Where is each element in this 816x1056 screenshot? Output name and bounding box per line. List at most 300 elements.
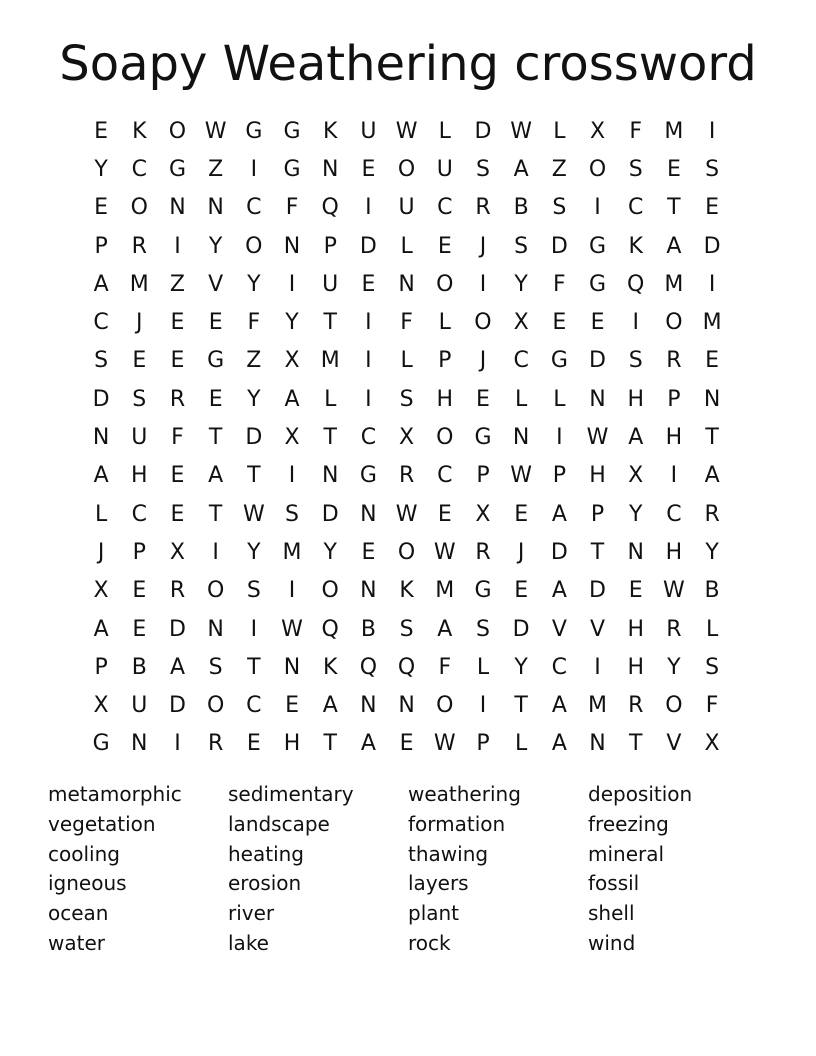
grid-letter: L bbox=[438, 118, 451, 144]
grid-letter: E bbox=[399, 731, 414, 757]
grid-letter: I bbox=[174, 233, 181, 259]
grid-letter: Y bbox=[667, 654, 681, 680]
grid-letter: M bbox=[320, 348, 340, 374]
grid-letter: M bbox=[702, 310, 722, 336]
grid-letter: Y bbox=[247, 386, 261, 412]
grid-letter: M bbox=[588, 693, 608, 719]
grid-letter: F bbox=[629, 118, 643, 144]
word-list-item: shell bbox=[588, 901, 635, 926]
grid-letter: S bbox=[399, 386, 414, 412]
grid-letter: E bbox=[361, 539, 376, 565]
grid-letter: O bbox=[130, 195, 148, 221]
word-list-item: wind bbox=[588, 930, 636, 955]
grid-letter: N bbox=[589, 386, 606, 412]
word-list-item: ocean bbox=[48, 901, 109, 926]
grid-letter: Y bbox=[247, 271, 261, 297]
word-list-item: heating bbox=[228, 841, 305, 866]
grid-letter: W bbox=[395, 501, 418, 527]
grid-letter: A bbox=[169, 654, 185, 680]
grid-letter: W bbox=[510, 463, 533, 489]
grid-letter: Y bbox=[208, 233, 223, 259]
grid-letter: Y bbox=[514, 271, 528, 297]
grid-letter: O bbox=[321, 578, 339, 604]
grid-letter: E bbox=[514, 501, 529, 527]
grid-letter: H bbox=[665, 539, 683, 565]
grid-letter: C bbox=[437, 195, 453, 221]
grid-letter: I bbox=[479, 271, 487, 297]
grid-letter: P bbox=[323, 233, 337, 259]
grid-letter: O bbox=[436, 693, 454, 719]
word-list-item: fossil bbox=[588, 871, 640, 896]
grid-letter: C bbox=[360, 425, 377, 451]
word-list-item: cooling bbox=[48, 841, 120, 866]
grid-letter: J bbox=[479, 233, 487, 259]
grid-letter: A bbox=[93, 463, 109, 489]
grid-letter: E bbox=[94, 195, 109, 221]
grid-letter: Y bbox=[285, 310, 299, 336]
grid-letter: T bbox=[628, 731, 643, 757]
grid-letter: W bbox=[663, 578, 685, 604]
grid-letter: G bbox=[550, 348, 568, 374]
grid-letter: L bbox=[476, 654, 490, 680]
grid-letter: X bbox=[628, 463, 644, 489]
grid-letter: E bbox=[208, 386, 223, 412]
word-list-item: thawing bbox=[408, 841, 489, 866]
grid-letter: A bbox=[628, 425, 644, 451]
grid-letter: F bbox=[247, 310, 261, 336]
grid-letter: A bbox=[551, 501, 567, 527]
grid-letter: I bbox=[479, 693, 487, 719]
grid-letter: S bbox=[94, 348, 109, 374]
grid-letter: E bbox=[132, 616, 147, 642]
grid-letter: J bbox=[517, 539, 525, 565]
grid-letter: E bbox=[705, 348, 720, 374]
grid-letter: P bbox=[552, 463, 566, 489]
grid-letter: S bbox=[208, 654, 223, 680]
grid-letter: P bbox=[132, 539, 146, 565]
grid-letter: D bbox=[589, 578, 606, 604]
grid-letter: F bbox=[438, 654, 452, 680]
grid-letter: Y bbox=[247, 539, 261, 565]
grid-letter: A bbox=[551, 578, 567, 604]
grid-letter: R bbox=[398, 463, 415, 489]
grid-letter: L bbox=[515, 731, 528, 757]
grid-letter: K bbox=[132, 118, 147, 144]
grid-letter: A bbox=[208, 463, 224, 489]
grid-letter: E bbox=[437, 233, 452, 259]
grid-letter: E bbox=[170, 463, 185, 489]
grid-letter: D bbox=[703, 233, 721, 259]
grid-letter: A bbox=[284, 386, 300, 412]
grid-letter: W bbox=[204, 118, 227, 144]
word-list bbox=[48, 780, 768, 959]
grid-letter: D bbox=[550, 233, 568, 259]
grid-letter: T bbox=[323, 731, 337, 757]
grid-letter: L bbox=[400, 233, 413, 259]
grid-letter: V bbox=[666, 731, 682, 757]
grid-letter: I bbox=[556, 425, 563, 451]
grid-letter: P bbox=[476, 731, 490, 757]
grid-letter: N bbox=[627, 539, 644, 565]
word-list-item: freezing bbox=[588, 811, 669, 836]
grid-letter: R bbox=[169, 386, 186, 412]
grid-letter: I bbox=[250, 156, 258, 182]
grid-letter: C bbox=[93, 310, 109, 336]
grid-letter: I bbox=[670, 463, 678, 489]
grid-letter: C bbox=[513, 348, 529, 374]
grid-letter: L bbox=[94, 501, 108, 527]
grid-letter: V bbox=[551, 616, 567, 642]
grid-letter: R bbox=[704, 501, 720, 527]
grid-letter: N bbox=[321, 463, 339, 489]
grid-letter: F bbox=[171, 425, 184, 451]
grid-letter: Y bbox=[705, 539, 719, 565]
grid-letter: I bbox=[288, 578, 296, 604]
grid-letter: X bbox=[399, 425, 415, 451]
grid-letter: R bbox=[666, 348, 682, 374]
grid-letter: K bbox=[399, 578, 414, 604]
grid-letter: E bbox=[705, 195, 720, 221]
grid-letter: X bbox=[513, 310, 529, 336]
word-list-item: formation bbox=[408, 811, 506, 836]
grid-letter: E bbox=[208, 310, 223, 336]
grid-letter: L bbox=[553, 386, 566, 412]
grid-letter: E bbox=[170, 501, 185, 527]
grid-letter: Q bbox=[321, 195, 339, 221]
grid-letter: C bbox=[666, 501, 682, 527]
word-list-item: plant bbox=[408, 901, 460, 926]
grid-letter: R bbox=[475, 539, 491, 565]
grid-letter: B bbox=[513, 195, 529, 221]
grid-letter: A bbox=[551, 731, 567, 757]
grid-letter: I bbox=[594, 654, 601, 680]
grid-letter: D bbox=[168, 693, 186, 719]
grid-letter: G bbox=[589, 271, 607, 297]
grid-letter: G bbox=[168, 156, 186, 182]
grid-letter: D bbox=[168, 616, 186, 642]
grid-letter: W bbox=[242, 501, 265, 527]
grid-letter: S bbox=[399, 616, 414, 642]
grid-letter: A bbox=[93, 616, 109, 642]
grid-letter: S bbox=[705, 654, 720, 680]
grid-letter: R bbox=[131, 233, 147, 259]
grid-letter: L bbox=[515, 386, 528, 412]
word-list-item: deposition bbox=[588, 782, 693, 806]
grid-letter: J bbox=[136, 310, 143, 336]
grid-letter: K bbox=[628, 233, 643, 259]
grid-letter: A bbox=[360, 731, 376, 757]
grid-letter: S bbox=[552, 195, 567, 221]
grid-letter: X bbox=[475, 501, 491, 527]
grid-letter: H bbox=[131, 463, 148, 489]
grid-letter: Q bbox=[627, 271, 645, 297]
grid-letter: R bbox=[208, 731, 224, 757]
word-list-item: rock bbox=[408, 930, 451, 955]
grid-letter: T bbox=[705, 425, 719, 451]
grid-letter: W bbox=[433, 731, 456, 757]
grid-letter: G bbox=[245, 118, 263, 144]
grid-letter: H bbox=[436, 386, 454, 412]
grid-letter: X bbox=[93, 578, 109, 604]
grid-letter: X bbox=[169, 539, 185, 565]
grid-letter: N bbox=[360, 578, 377, 604]
grid-letter: N bbox=[207, 195, 224, 221]
grid-letter: U bbox=[131, 425, 148, 451]
grid-letter: B bbox=[131, 654, 147, 680]
grid-letter: W bbox=[395, 118, 418, 144]
grid-letter: O bbox=[665, 310, 683, 336]
grid-letter: P bbox=[438, 348, 452, 374]
grid-letter: W bbox=[586, 425, 609, 451]
grid-letter: J bbox=[97, 539, 105, 565]
grid-letter: I bbox=[174, 731, 181, 757]
word-list-item: water bbox=[48, 930, 105, 955]
grid-letter: S bbox=[628, 348, 643, 374]
grid-letter: H bbox=[627, 616, 644, 642]
grid-letter: E bbox=[246, 731, 261, 757]
grid-letter: F bbox=[553, 271, 566, 297]
grid-letter: T bbox=[208, 425, 223, 451]
word-list-item: mineral bbox=[588, 841, 665, 866]
grid-letter: P bbox=[667, 386, 681, 412]
grid-letter: G bbox=[589, 233, 607, 259]
grid-letter: D bbox=[245, 425, 263, 451]
grid-letter: C bbox=[628, 195, 644, 221]
grid-letter: U bbox=[360, 118, 377, 144]
grid-letter: P bbox=[590, 501, 605, 527]
grid-letter: I bbox=[365, 386, 372, 412]
grid-letter: D bbox=[512, 616, 530, 642]
grid-letter: C bbox=[437, 463, 453, 489]
grid-letter: Y bbox=[514, 654, 528, 680]
grid-letter: X bbox=[284, 348, 300, 374]
grid-letter: U bbox=[436, 156, 453, 182]
grid-letter: Q bbox=[359, 654, 378, 680]
grid-letter: T bbox=[590, 539, 605, 565]
grid-letter: N bbox=[360, 501, 377, 527]
grid-letter: R bbox=[666, 616, 682, 642]
grid-letter: M bbox=[664, 271, 684, 297]
grid-letter: E bbox=[170, 310, 185, 336]
grid-letter: O bbox=[588, 156, 607, 182]
grid-letter: A bbox=[704, 463, 720, 489]
grid-letter: T bbox=[323, 310, 337, 336]
grid-letter: H bbox=[627, 654, 644, 680]
grid-letter: E bbox=[361, 271, 376, 297]
grid-letter: I bbox=[365, 348, 372, 374]
grid-letter: Z bbox=[551, 156, 567, 182]
word-list-item: lake bbox=[228, 930, 269, 955]
grid-letter: O bbox=[168, 118, 187, 144]
grid-letter: H bbox=[627, 386, 644, 412]
grid-letter: G bbox=[207, 348, 225, 374]
grid-letter: I bbox=[708, 271, 716, 297]
word-list-item: landscape bbox=[228, 811, 330, 836]
grid-letter: N bbox=[283, 233, 301, 259]
grid-letter: N bbox=[207, 616, 224, 642]
grid-letter: G bbox=[474, 578, 492, 604]
grid-letter: D bbox=[321, 501, 339, 527]
grid-letter: U bbox=[322, 271, 339, 297]
grid-letter: P bbox=[94, 233, 108, 259]
grid-letter: D bbox=[474, 118, 492, 144]
grid-letter: E bbox=[476, 386, 490, 412]
grid-letter: O bbox=[436, 425, 454, 451]
grid-letter: L bbox=[324, 386, 337, 412]
grid-letter: N bbox=[169, 195, 186, 221]
grid-letter: R bbox=[475, 195, 491, 221]
grid-letter: M bbox=[282, 539, 302, 565]
grid-letter: T bbox=[514, 693, 528, 719]
grid-letter: G bbox=[283, 118, 301, 144]
grid-letter: M bbox=[435, 578, 455, 604]
word-list-item: vegetation bbox=[48, 811, 156, 836]
grid-letter: A bbox=[513, 156, 529, 182]
grid-letter: I bbox=[365, 195, 372, 221]
grid-letter: T bbox=[323, 425, 337, 451]
grid-letter: C bbox=[131, 156, 147, 182]
grid-letter: T bbox=[208, 501, 223, 527]
grid-letter: W bbox=[510, 118, 533, 144]
grid-letter: P bbox=[94, 654, 108, 680]
grid-letter: O bbox=[206, 693, 225, 719]
word-list-item: layers bbox=[408, 871, 469, 896]
grid-letter: A bbox=[437, 616, 453, 642]
grid-letter: I bbox=[250, 616, 258, 642]
grid-letter: O bbox=[397, 156, 416, 182]
grid-letter: B bbox=[360, 616, 376, 642]
grid-letter: N bbox=[703, 386, 721, 412]
word-list-item: metamorphic bbox=[48, 782, 182, 806]
grid-letter: E bbox=[285, 693, 299, 719]
grid-letter: F bbox=[285, 195, 299, 221]
grid-letter: I bbox=[288, 463, 296, 489]
grid-letter: G bbox=[474, 425, 492, 451]
grid-letter: S bbox=[475, 156, 490, 182]
grid-letter: M bbox=[129, 271, 149, 297]
grid-letter: F bbox=[705, 693, 719, 719]
grid-letter: B bbox=[704, 578, 720, 604]
grid-letter: G bbox=[359, 463, 377, 489]
grid-letter: I bbox=[708, 118, 716, 144]
grid-letter: S bbox=[705, 156, 720, 182]
grid-letter: X bbox=[284, 425, 300, 451]
grid-letter: E bbox=[132, 578, 147, 604]
grid-letter: X bbox=[589, 118, 606, 144]
grid-letter: H bbox=[665, 425, 683, 451]
grid-letter: N bbox=[92, 425, 110, 451]
grid-letter: Z bbox=[246, 348, 262, 374]
grid-letter: M bbox=[664, 118, 684, 144]
grid-letter: E bbox=[514, 578, 529, 604]
grid-letter: O bbox=[474, 310, 492, 336]
grid-letter: T bbox=[247, 654, 261, 680]
page-title: Soapy Weathering crossword bbox=[59, 36, 757, 92]
grid-letter: D bbox=[589, 348, 606, 374]
grid-letter: F bbox=[400, 310, 413, 336]
grid-letter: U bbox=[398, 195, 415, 221]
grid-letter: W bbox=[433, 539, 456, 565]
grid-letter: O bbox=[397, 539, 416, 565]
grid-letter: C bbox=[246, 693, 262, 719]
grid-letter: X bbox=[93, 693, 109, 719]
grid-letter: N bbox=[360, 693, 377, 719]
grid-letter: P bbox=[476, 463, 490, 489]
grid-letter: Q bbox=[321, 616, 339, 642]
grid-letter: E bbox=[94, 118, 109, 144]
grid-letter: W bbox=[281, 616, 303, 642]
grid-letter: R bbox=[169, 578, 186, 604]
grid-letter: I bbox=[212, 539, 219, 565]
word-list-item: sedimentary bbox=[228, 782, 354, 806]
grid-letter: L bbox=[438, 310, 451, 336]
grid-letter: G bbox=[92, 731, 110, 757]
word-list-item: erosion bbox=[228, 871, 302, 896]
grid-letter: V bbox=[590, 616, 606, 642]
grid-letter: Q bbox=[397, 654, 416, 680]
grid-letter: R bbox=[628, 693, 644, 719]
grid-letter: Y bbox=[323, 539, 337, 565]
grid-letter: J bbox=[479, 348, 487, 374]
grid-letter: G bbox=[283, 156, 301, 182]
grid-letter: Z bbox=[208, 156, 224, 182]
grid-letter: E bbox=[666, 156, 681, 182]
grid-letter: A bbox=[322, 693, 338, 719]
grid-letter: I bbox=[632, 310, 639, 336]
grid-letter: E bbox=[132, 348, 147, 374]
grid-letter: L bbox=[705, 616, 719, 642]
grid-letter: L bbox=[553, 118, 566, 144]
grid-letter: A bbox=[93, 271, 109, 297]
grid-letter: H bbox=[589, 463, 606, 489]
grid-letter: S bbox=[628, 156, 643, 182]
grid-letter: S bbox=[475, 616, 490, 642]
grid-letter: N bbox=[512, 425, 530, 451]
grid-letter: T bbox=[247, 463, 261, 489]
grid-letter: E bbox=[590, 310, 605, 336]
grid-letter: S bbox=[132, 386, 147, 412]
grid-letter: V bbox=[208, 271, 224, 297]
grid-letter: H bbox=[283, 731, 301, 757]
grid-letter: N bbox=[398, 271, 415, 297]
word-list-item: river bbox=[228, 901, 275, 926]
grid-letter: E bbox=[552, 310, 567, 336]
grid-letter: O bbox=[436, 271, 454, 297]
grid-letter: N bbox=[131, 731, 148, 757]
grid-letter: E bbox=[361, 156, 376, 182]
word-list-item: weathering bbox=[408, 782, 521, 806]
grid-letter: D bbox=[92, 386, 110, 412]
grid-letter: X bbox=[704, 731, 720, 757]
grid-letter: D bbox=[359, 233, 377, 259]
grid-letter: C bbox=[246, 195, 262, 221]
grid-letter: I bbox=[288, 271, 296, 297]
grid-letter: A bbox=[666, 233, 682, 259]
grid-letter: A bbox=[551, 693, 567, 719]
grid-letter: E bbox=[628, 578, 643, 604]
grid-letter: S bbox=[246, 578, 261, 604]
grid-letter: I bbox=[365, 310, 372, 336]
grid-letter: N bbox=[321, 156, 339, 182]
grid-letter: K bbox=[323, 654, 338, 680]
grid-letter: Y bbox=[628, 501, 643, 527]
grid-letter: E bbox=[170, 348, 185, 374]
grid-letter: S bbox=[285, 501, 300, 527]
grid-letter: O bbox=[665, 693, 683, 719]
grid-letter: K bbox=[323, 118, 338, 144]
grid-letter: D bbox=[550, 539, 568, 565]
letter-grid bbox=[82, 112, 731, 763]
